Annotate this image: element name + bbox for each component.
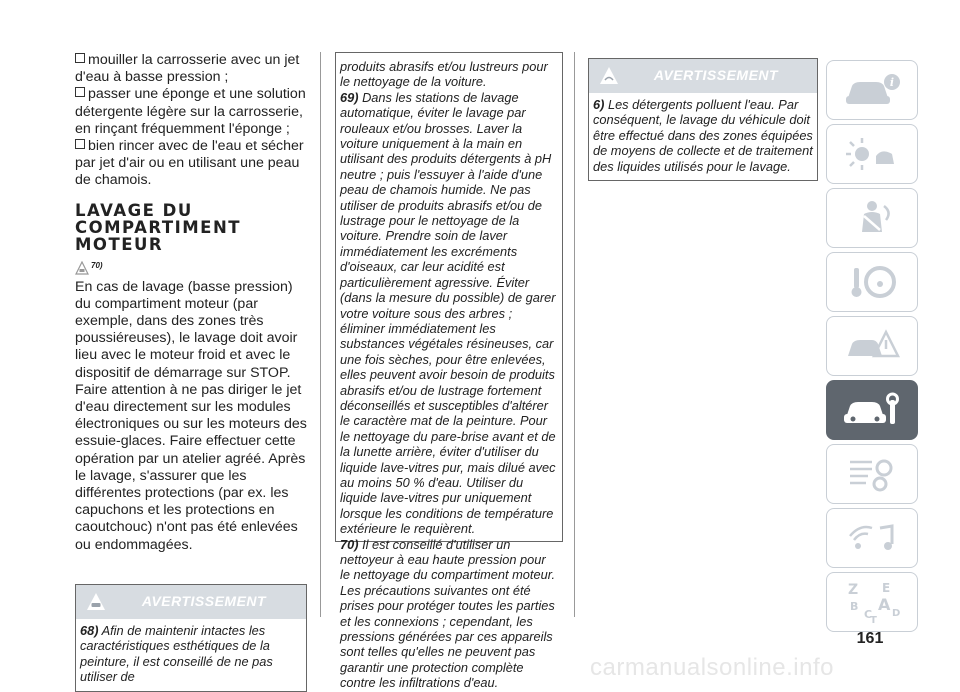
warning-banner [589,59,817,93]
warning-pollution-icon [599,66,619,86]
warning-title: AVERTISSEMENT [653,67,779,84]
svg-text:Z: Z [848,582,859,598]
warning-banner [76,585,306,619]
column-2 [335,52,563,691]
note-text: Dans les stations de lavage automatique, éviter le lavage par rouleaux et/ou brosses. Laver la voiture uniquement à la main en utilisant des produits détergents à pH neutre ; puis l'essuyer à l'aide d'une peau de chamois humide. Ne pas utiliser de produits abrasifs et/ou de lustrage pour le nettoyage de la voiture. Prendre soin de laver immédiatement les excréments d'oiseaux, car leur acidité est particulièrement agressive. Éviter (dans la mesure du possible) de garer votre voiture sous des arbres ; éliminer immédiatement les substances végétales résineuses, car une fois sèches, pour être enlevées, elles peuvent avoir besoin de produits abrasifs et/ou de lustrage fortement déconseillés et susceptibles d'altérer le caractère mat de la peinture. Pour le nettoyage du pare-brise avant et de la lunette arrière, éviter d'utiliser du liquide lave-vitres pur, mais dilué avec au moins 50 % d'eau. Utiliser du liquide lave-vitres pur uniquement lorsque les conditions de température extérieure le requièrent. [340,89,556,537]
tab-car-info[interactable] [826,60,918,120]
tab-starting[interactable] [826,252,918,312]
column-divider [320,52,321,617]
tab-dashboard[interactable] [826,124,918,184]
tab-specifications[interactable] [826,444,918,504]
note-number: 69) [340,89,359,105]
tab-maintenance[interactable] [826,380,918,440]
tab-safety[interactable] [826,188,918,248]
bullet-item: mouiller la carrosserie avec un jet d'eau à basse pression ; [75,52,300,86]
media-music-icon [842,518,902,558]
svg-text:E: E [882,581,891,595]
watermark: carmanualsonline.info [590,654,834,681]
warning-box [588,58,818,181]
note-number: 6) [593,97,605,112]
steering-key-icon [842,262,902,302]
warning-car-icon [86,592,106,612]
svg-text:A: A [878,595,891,614]
section-title: LAVAGE DU COMPARTIMENT MOTEUR [75,200,242,254]
warning-triangle-icon [75,261,89,275]
checkbox-bullet-icon [75,139,85,149]
note-number: 68) [80,622,99,638]
dashboard-lights-icon [842,134,902,174]
tab-multimedia[interactable] [826,508,918,568]
specs-gears-icon [842,454,902,494]
bullet-item: bien rincer avec de l'eau et sécher par jet d'air ou en utilisant une peau de chamois. [75,138,304,189]
bullet-item: passer une éponge et une solution détergente légère sur la carrosserie, en rinçant fréquemment l'éponge ; [75,86,306,137]
checkbox-bullet-icon [75,87,85,97]
svg-text:i: i [889,76,895,89]
note-70 [340,537,558,691]
column-divider [574,52,575,617]
warning-text: Afin de maintenir intactes les caractéristiques esthétiques de la peinture, il est conseillé de ne pas utiliser de [80,622,273,685]
column-3 [588,58,818,181]
body-paragraph: En cas de lavage (basse pression) du compartiment moteur (par exemple, dans des zones très poussiéreuses), le lavage doit avoir lieu avec le moteur froid et avec le dispositif de démarrage sur STOP. Faire attention à ne pas diriger le jet d'eau directement sur les modules électroniques ou sur les moteurs des essuie-glaces. Faire effectuer cette opération par un atelier agréé. Après le lavage, s'assurer que les différentes protections (par ex. les capuchons et les protections en caoutchouc) n'ont pas été enlevées ou endommagées. [75,278,307,553]
tab-index[interactable] [826,572,918,632]
note-69 [340,90,558,537]
car-wrench-icon [842,390,902,430]
warning-body [76,619,306,691]
svg-text:D: D [892,608,901,619]
note-number: 70) [340,536,359,552]
warning-reference [75,257,307,275]
note-intro: produits abrasifs et/ou lustreurs pour le nettoyage de la voiture. [340,59,548,90]
tab-emergency[interactable] [826,316,918,376]
warning-text: Les détergents polluent l'eau. Par conséquent, le lavage du véhicule doit être effectué dans des zones équipées de moyens de collecte et de traitement des liquides utilisés pour le lavage. [593,97,813,174]
column-1 [75,52,307,692]
note-text: Il est conseillé d'utiliser un nettoyeur à eau haute pression pour le nettoyage du compartiment moteur. Les précautions suivantes ont été prises pour protéger toutes les parties et les connexions ; cependant, les pressions générées par ces appareils sont telles qu'elles ne peuvent pas garantir une protection complète contre les infiltrations d'eau. [340,536,556,691]
warning-body [589,93,817,180]
car-info-icon [842,70,902,110]
notes-box [335,52,563,691]
hazard-car-icon [842,326,902,366]
airbag-seatbelt-icon [842,198,902,238]
checkbox-bullet-icon [75,53,85,63]
svg-text:B: B [850,600,859,613]
svg-text:T: T [870,615,877,624]
chapter-tabs [826,60,918,636]
warning-box [75,584,307,692]
reference-number[interactable]: 70) [91,261,103,271]
page-number: 161 [856,630,884,647]
alphabet-index-icon [842,580,902,624]
svg-text:C: C [864,608,873,621]
warning-title: AVERTISSEMENT [141,593,267,610]
